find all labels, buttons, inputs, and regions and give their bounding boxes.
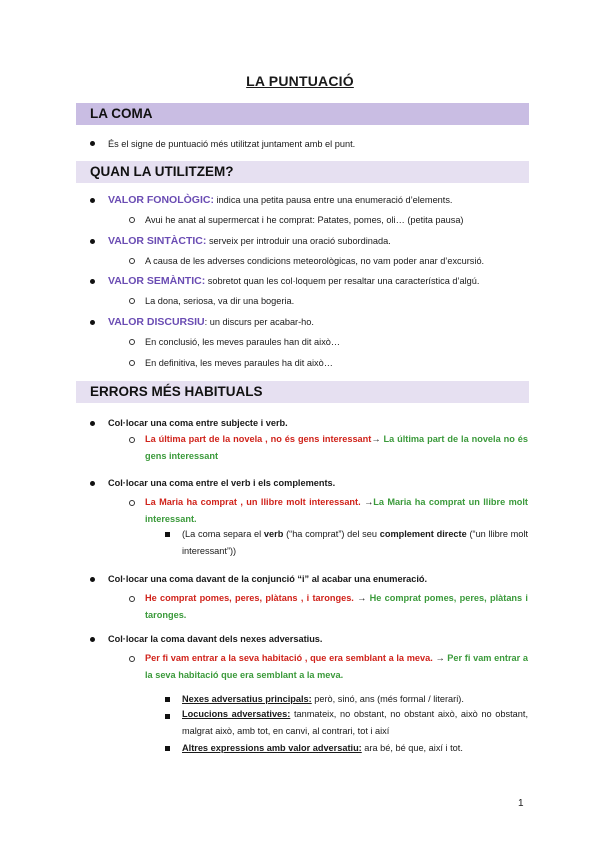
circle-bullet-icon [129, 360, 135, 366]
valor-discursiu-example-2: En definitiva, les meves paraules ha dit això… [145, 358, 333, 368]
section-band-errors [76, 381, 529, 403]
circle-bullet-icon [129, 656, 135, 662]
section-heading-errors: ERRORS MÉS HABITUALS [90, 384, 263, 399]
nexes-principals-text: però, sinó, ans (més formal / literari). [311, 694, 464, 704]
valor-semantic-label: VALOR SEMÀNTIC: [108, 275, 206, 287]
page-number: 1 [518, 798, 524, 809]
valor-semantic [108, 275, 479, 287]
section-band-la-coma [76, 103, 529, 125]
error-1-title: Col·locar una coma entre subjecte i verb. [108, 418, 288, 428]
error-3-right: He comprat pomes, peres, plàtans i taronges. [145, 593, 528, 620]
error-2-right: La Maria ha comprat un llibre molt interessant. [145, 497, 528, 524]
altres-expressions-label: Altres expressions amb valor adversatiu: [182, 743, 362, 753]
square-bullet-icon [165, 746, 170, 751]
arrow-icon: → [435, 653, 445, 663]
error-4-title: Col·locar la coma davant dels nexes adversatius. [108, 634, 323, 644]
error-4-right: Per fi vam entrar a la seva habitació que era semblant a la meva. [145, 653, 528, 680]
section-band-quan [76, 161, 529, 183]
bullet-icon [90, 577, 95, 582]
error-4-example [145, 650, 528, 683]
valor-fonologic [108, 194, 453, 206]
altres-expressions-text: ara bé, bé que, així i tot. [361, 743, 463, 753]
valor-fonologic-text: indica una petita pausa entre una enumeració d’elements. [213, 195, 453, 205]
nexes-principals [182, 693, 464, 705]
circle-bullet-icon [129, 217, 135, 223]
valor-fonologic-label: VALOR FONOLÒGIC: [108, 194, 214, 206]
valor-discursiu-label: VALOR DISCURSIU [108, 316, 205, 328]
circle-bullet-icon [129, 500, 135, 506]
bullet-icon [90, 141, 95, 146]
error-1-example [145, 431, 528, 464]
error-3-example [145, 590, 528, 623]
locucions-adversatives-label: Locucions adversatives: [182, 709, 291, 719]
valor-fonologic-example: Avui he anat al supermercat i he comprat: Patates, pomes, oli… (petita pausa) [145, 215, 464, 225]
error-4-wrong: Per fi vam entrar a la seva habitació , que era semblant a la meva. [145, 653, 436, 663]
valor-semantic-text: sobretot quan les col·loquem per resaltar una característica d’algú. [205, 276, 480, 286]
error-2-note-part: (“un llibre molt interessant”)) [182, 529, 529, 556]
valor-sintactic-text: serveix per introduir una oració subordinada. [206, 236, 391, 246]
page-title: LA PUNTUACIÓ [246, 73, 354, 89]
error-2-example [145, 494, 528, 527]
circle-bullet-icon [129, 298, 135, 304]
error-2-note-part: (“ha comprat”) del seu [283, 529, 380, 539]
square-bullet-icon [165, 714, 170, 719]
section-heading-quan: QUAN LA UTILITZEM? [90, 164, 234, 179]
arrow-icon: → [357, 593, 367, 603]
circle-bullet-icon [129, 437, 135, 443]
bullet-icon [90, 421, 95, 426]
circle-bullet-icon [129, 339, 135, 345]
square-bullet-icon [165, 532, 170, 537]
error-2-note-part: (La coma separa el [182, 529, 264, 539]
error-2-title: Col·locar una coma entre el verb i els complements. [108, 478, 336, 488]
valor-discursiu-example-1: En conclusió, les meves paraules han dit això… [145, 337, 341, 347]
valor-discursiu [108, 316, 314, 328]
circle-bullet-icon [129, 596, 135, 602]
error-3-title: Col·locar una coma davant de la conjunció “i” al acabar una enumeració. [108, 574, 428, 584]
valor-sintactic-label: VALOR SINTÀCTIC: [108, 235, 207, 247]
error-2-note [182, 526, 528, 559]
coma-definition: És el signe de puntuació més utilitzat juntament amb el punt. [108, 139, 356, 149]
valor-sintactic [108, 235, 391, 247]
valor-discursiu-text: : un discurs per acabar-ho. [204, 317, 314, 327]
bullet-icon [90, 481, 95, 486]
circle-bullet-icon [129, 258, 135, 264]
valor-sintactic-example: A causa de les adverses condicions meteorològicas, no vam poder anar d’excursió. [145, 256, 485, 266]
error-2-wrong: La Maria ha comprat , un llibre molt interessant. [145, 497, 365, 507]
bullet-icon [90, 320, 95, 325]
nexes-principals-label: Nexes adversatius principals: [182, 694, 312, 704]
bullet-icon [90, 239, 95, 244]
bullet-icon [90, 198, 95, 203]
square-bullet-icon [165, 697, 170, 702]
error-2-note-cd: complement directe [379, 529, 467, 539]
bullet-icon [90, 279, 95, 284]
arrow-icon: → [364, 497, 374, 507]
error-1-wrong: La última part de la novela , no és gens interessant [145, 434, 372, 444]
bullet-icon [90, 637, 95, 642]
locucions-adversatives-text: tanmateix, no obstant, no obstant això, això no obstant, malgrat això, amb tot, en canvi, al contrari, tot i així [182, 709, 528, 736]
valor-semantic-example: La dona, seriosa, va dir una bogeria. [145, 296, 295, 306]
error-3-wrong: He comprat pomes, peres, plàtans , i taronges. [145, 593, 358, 603]
arrow-icon: → [371, 434, 381, 444]
error-1-right: La última part de la novela no és gens interessant [145, 434, 528, 461]
section-heading-la-coma: LA COMA [90, 106, 153, 121]
locucions-adversatives [182, 706, 528, 739]
altres-expressions [182, 742, 463, 754]
error-2-note-verb: verb [263, 529, 284, 539]
